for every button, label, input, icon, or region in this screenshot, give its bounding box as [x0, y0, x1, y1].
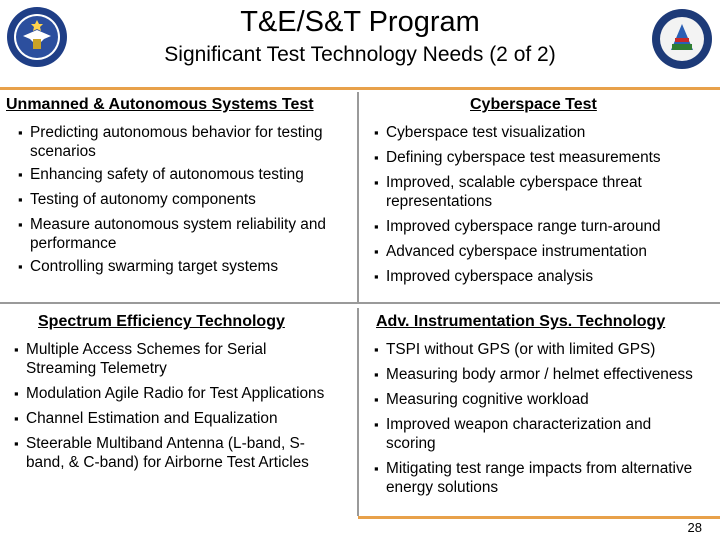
- list-item: ▪ Measure autonomous system reliability and performance: [18, 215, 348, 253]
- section-heading-unmanned: Unmanned & Autonomous Systems Test: [6, 96, 314, 113]
- column-divider-bottom: [357, 308, 359, 516]
- list-item: ▪ Mitigating test range impacts from alternative energy solutions: [374, 459, 704, 497]
- list-item: ▪ Predicting autonomous behavior for testing scenarios: [18, 123, 348, 161]
- list-item: ▪ Testing of autonomy components: [18, 190, 348, 209]
- page-subtitle: Significant Test Technology Needs (2 of 2): [164, 43, 556, 66]
- list-item: ▪ TSPI without GPS (or with limited GPS): [374, 340, 704, 359]
- list-item: ▪ Enhancing safety of autonomous testing: [18, 165, 348, 184]
- section-heading-spectrum: Spectrum Efficiency Technology: [38, 313, 285, 330]
- list-item: ▪ Steerable Multiband Antenna (L-band, S-band, & C-band) for Airborne Test Articles: [14, 434, 334, 472]
- unmanned-list: [18, 123, 348, 276]
- section-heading-cyberspace: Cyberspace Test: [470, 96, 597, 113]
- list-item: ▪ Channel Estimation and Equalization: [14, 409, 334, 428]
- list-item: ▪ Improved weapon characterization and scoring: [374, 415, 704, 453]
- section-heading-instrumentation: Adv. Instrumentation Sys. Technology: [376, 313, 666, 330]
- list-item: ▪ Improved cyberspace analysis: [374, 267, 704, 286]
- list-item: ▪ Modulation Agile Radio for Test Applications: [14, 384, 334, 403]
- page-number: 28: [687, 520, 702, 535]
- cyberspace-list: [374, 123, 704, 286]
- list-item: ▪ Cyberspace test visualization: [374, 123, 704, 142]
- spectrum-list: [14, 340, 334, 472]
- list-item: ▪ Improved, scalable cyberspace threat representations: [374, 173, 704, 211]
- list-item: ▪ Improved cyberspace range turn-around: [374, 217, 704, 236]
- footer-rule: [358, 516, 720, 519]
- instrumentation-list: [374, 340, 704, 497]
- list-item: ▪ Multiple Access Schemes for Serial Streaming Telemetry: [14, 340, 334, 378]
- list-item: ▪ Controlling swarming target systems: [18, 257, 348, 276]
- list-item: ▪ Measuring cognitive workload: [374, 390, 704, 409]
- title-rule: [0, 87, 720, 90]
- column-divider-top: [357, 92, 359, 304]
- row-divider: [0, 302, 720, 304]
- page-title: T&E/S&T Program: [240, 6, 480, 38]
- list-item: ▪ Measuring body armor / helmet effectiveness: [374, 365, 704, 384]
- list-item: ▪ Defining cyberspace test measurements: [374, 148, 704, 167]
- list-item: ▪ Advanced cyberspace instrumentation: [374, 242, 704, 261]
